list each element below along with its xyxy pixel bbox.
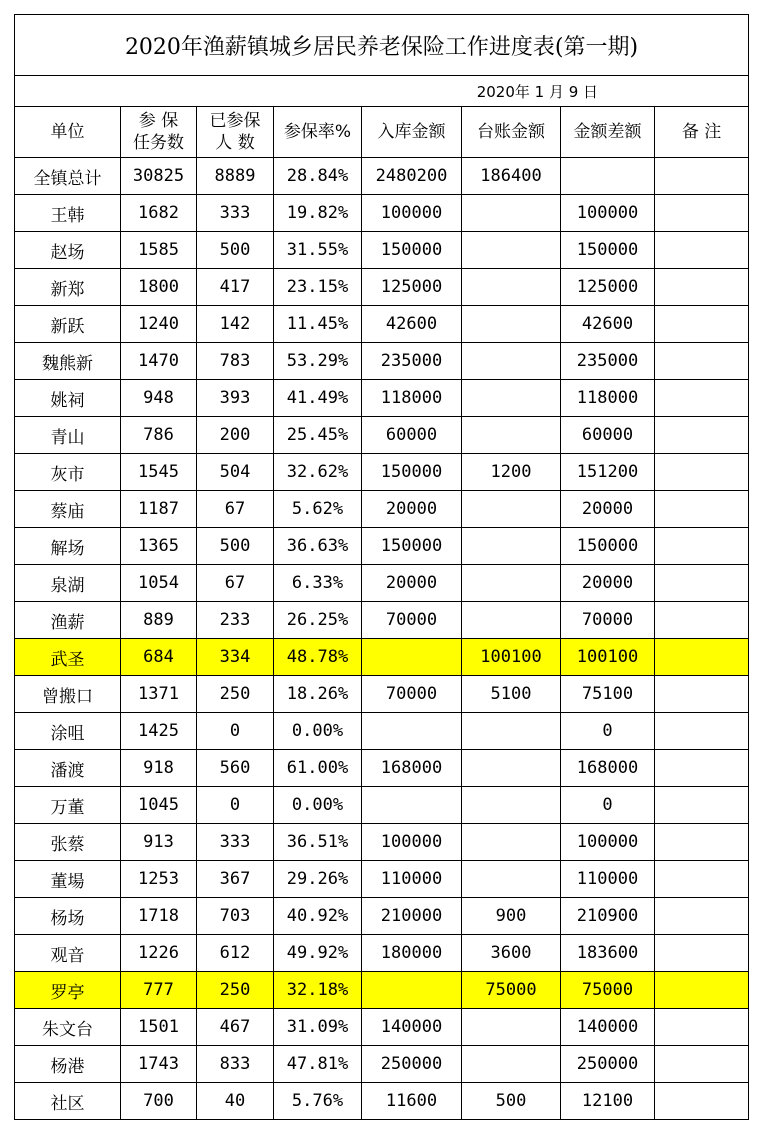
header-unit: 单位 xyxy=(15,107,121,158)
table-row xyxy=(15,602,749,639)
cell-task: 1045 xyxy=(121,787,197,824)
cell-task: 777 xyxy=(121,972,197,1009)
cell-ledger xyxy=(462,713,561,750)
header-task: 参 保 任务数 xyxy=(121,107,197,158)
table-row xyxy=(15,713,749,750)
cell-note xyxy=(655,1009,749,1046)
cell-unit: 青山 xyxy=(15,417,121,454)
cell-unit: 潘渡 xyxy=(15,750,121,787)
cell-rate: 49.92% xyxy=(274,935,362,972)
cell-rate: 23.15% xyxy=(274,269,362,306)
cell-insured: 467 xyxy=(197,1009,274,1046)
cell-ledger xyxy=(462,565,561,602)
cell-insured: 504 xyxy=(197,454,274,491)
cell-ledger xyxy=(462,787,561,824)
cell-diff: 168000 xyxy=(561,750,655,787)
cell-task: 1718 xyxy=(121,898,197,935)
cell-note xyxy=(655,232,749,269)
cell-diff: 151200 xyxy=(561,454,655,491)
cell-ledger xyxy=(462,602,561,639)
cell-diff: 140000 xyxy=(561,1009,655,1046)
cell-note xyxy=(655,935,749,972)
cell-ledger: 3600 xyxy=(462,935,561,972)
cell-note xyxy=(655,491,749,528)
cell-task: 1371 xyxy=(121,676,197,713)
cell-deposit: 20000 xyxy=(362,565,462,602)
cell-deposit: 60000 xyxy=(362,417,462,454)
cell-note xyxy=(655,602,749,639)
cell-deposit xyxy=(362,713,462,750)
cell-ledger xyxy=(462,824,561,861)
table-row xyxy=(15,639,749,676)
cell-deposit: 150000 xyxy=(362,454,462,491)
cell-rate: 0.00% xyxy=(274,713,362,750)
table-row xyxy=(15,1046,749,1083)
cell-insured: 560 xyxy=(197,750,274,787)
cell-deposit: 100000 xyxy=(362,824,462,861)
cell-unit: 社区 xyxy=(15,1083,121,1120)
cell-rate: 29.26% xyxy=(274,861,362,898)
cell-ledger xyxy=(462,861,561,898)
cell-note xyxy=(655,269,749,306)
cell-diff: 0 xyxy=(561,787,655,824)
cell-task: 1365 xyxy=(121,528,197,565)
cell-unit: 解场 xyxy=(15,528,121,565)
cell-insured: 367 xyxy=(197,861,274,898)
cell-insured: 334 xyxy=(197,639,274,676)
cell-unit: 武圣 xyxy=(15,639,121,676)
cell-deposit: 150000 xyxy=(362,232,462,269)
cell-task: 1743 xyxy=(121,1046,197,1083)
table-row xyxy=(15,1009,749,1046)
cell-diff: 235000 xyxy=(561,343,655,380)
cell-ledger xyxy=(462,528,561,565)
cell-unit: 赵场 xyxy=(15,232,121,269)
cell-diff: 125000 xyxy=(561,269,655,306)
table-row xyxy=(15,750,749,787)
cell-deposit: 70000 xyxy=(362,676,462,713)
cell-rate: 18.26% xyxy=(274,676,362,713)
cell-diff: 110000 xyxy=(561,861,655,898)
cell-diff: 0 xyxy=(561,713,655,750)
cell-ledger xyxy=(462,269,561,306)
cell-unit: 新郑 xyxy=(15,269,121,306)
header-rate: 参保率% xyxy=(274,107,362,158)
cell-rate: 40.92% xyxy=(274,898,362,935)
cell-insured: 500 xyxy=(197,528,274,565)
cell-diff: 210900 xyxy=(561,898,655,935)
cell-rate: 0.00% xyxy=(274,787,362,824)
cell-deposit xyxy=(362,639,462,676)
cell-insured: 67 xyxy=(197,565,274,602)
cell-diff: 75100 xyxy=(561,676,655,713)
cell-deposit: 70000 xyxy=(362,602,462,639)
cell-note xyxy=(655,824,749,861)
cell-unit: 涂咀 xyxy=(15,713,121,750)
cell-rate: 26.25% xyxy=(274,602,362,639)
cell-rate: 48.78% xyxy=(274,639,362,676)
cell-unit: 曾搬口 xyxy=(15,676,121,713)
cell-deposit: 210000 xyxy=(362,898,462,935)
cell-deposit: 125000 xyxy=(362,269,462,306)
cell-ledger xyxy=(462,343,561,380)
cell-unit: 王韩 xyxy=(15,195,121,232)
table-row xyxy=(15,1083,749,1120)
cell-rate: 36.63% xyxy=(274,528,362,565)
cell-note xyxy=(655,195,749,232)
cell-task: 1187 xyxy=(121,491,197,528)
cell-insured: 417 xyxy=(197,269,274,306)
cell-note xyxy=(655,713,749,750)
cell-diff xyxy=(561,158,655,195)
cell-ledger: 900 xyxy=(462,898,561,935)
cell-diff: 250000 xyxy=(561,1046,655,1083)
header-deposit: 入库金额 xyxy=(362,107,462,158)
cell-task: 1054 xyxy=(121,565,197,602)
cell-task: 1545 xyxy=(121,454,197,491)
cell-ledger xyxy=(462,380,561,417)
cell-deposit: 11600 xyxy=(362,1083,462,1120)
cell-rate: 47.81% xyxy=(274,1046,362,1083)
cell-diff: 60000 xyxy=(561,417,655,454)
cell-unit: 魏熊新 xyxy=(15,343,121,380)
table-row xyxy=(15,195,749,232)
cell-unit: 张蔡 xyxy=(15,824,121,861)
cell-rate: 32.18% xyxy=(274,972,362,1009)
cell-deposit: 150000 xyxy=(362,528,462,565)
cell-task: 684 xyxy=(121,639,197,676)
cell-rate: 19.82% xyxy=(274,195,362,232)
cell-rate: 32.62% xyxy=(274,454,362,491)
cell-note xyxy=(655,158,749,195)
cell-insured: 8889 xyxy=(197,158,274,195)
cell-ledger xyxy=(462,306,561,343)
cell-insured: 142 xyxy=(197,306,274,343)
cell-unit: 全镇总计 xyxy=(15,158,121,195)
cell-diff: 100000 xyxy=(561,824,655,861)
cell-deposit xyxy=(362,972,462,1009)
cell-note xyxy=(655,972,749,1009)
cell-diff: 150000 xyxy=(561,232,655,269)
cell-deposit: 140000 xyxy=(362,1009,462,1046)
cell-diff: 100000 xyxy=(561,195,655,232)
cell-task: 1226 xyxy=(121,935,197,972)
cell-task: 1240 xyxy=(121,306,197,343)
table-row xyxy=(15,676,749,713)
cell-deposit: 180000 xyxy=(362,935,462,972)
table-row xyxy=(15,824,749,861)
cell-task: 1470 xyxy=(121,343,197,380)
cell-insured: 612 xyxy=(197,935,274,972)
table-row xyxy=(15,528,749,565)
cell-insured: 833 xyxy=(197,1046,274,1083)
cell-insured: 500 xyxy=(197,232,274,269)
table-row xyxy=(15,232,749,269)
cell-note xyxy=(655,528,749,565)
cell-task: 1253 xyxy=(121,861,197,898)
cell-diff: 12100 xyxy=(561,1083,655,1120)
cell-task: 1585 xyxy=(121,232,197,269)
cell-diff: 75000 xyxy=(561,972,655,1009)
cell-insured: 200 xyxy=(197,417,274,454)
header-diff: 金额差额 xyxy=(561,107,655,158)
cell-note xyxy=(655,454,749,491)
cell-diff: 150000 xyxy=(561,528,655,565)
cell-diff: 42600 xyxy=(561,306,655,343)
cell-unit: 泉湖 xyxy=(15,565,121,602)
cell-task: 786 xyxy=(121,417,197,454)
cell-ledger: 75000 xyxy=(462,972,561,1009)
table-row xyxy=(15,935,749,972)
cell-deposit: 100000 xyxy=(362,195,462,232)
cell-insured: 250 xyxy=(197,676,274,713)
cell-rate: 5.62% xyxy=(274,491,362,528)
cell-ledger: 1200 xyxy=(462,454,561,491)
cell-deposit: 250000 xyxy=(362,1046,462,1083)
cell-rate: 36.51% xyxy=(274,824,362,861)
cell-rate: 11.45% xyxy=(274,306,362,343)
cell-note xyxy=(655,861,749,898)
cell-rate: 31.55% xyxy=(274,232,362,269)
cell-rate: 31.09% xyxy=(274,1009,362,1046)
cell-unit: 董場 xyxy=(15,861,121,898)
cell-note xyxy=(655,343,749,380)
cell-ledger xyxy=(462,195,561,232)
table-row xyxy=(15,269,749,306)
cell-ledger xyxy=(462,1046,561,1083)
cell-task: 1682 xyxy=(121,195,197,232)
cell-note xyxy=(655,417,749,454)
cell-rate: 61.00% xyxy=(274,750,362,787)
cell-note xyxy=(655,639,749,676)
cell-task: 918 xyxy=(121,750,197,787)
cell-diff: 183600 xyxy=(561,935,655,972)
cell-note xyxy=(655,787,749,824)
cell-rate: 25.45% xyxy=(274,417,362,454)
cell-unit: 朱文台 xyxy=(15,1009,121,1046)
report-date: 2020年 1 月 9 日 xyxy=(15,76,749,107)
table-row xyxy=(15,898,749,935)
table-row xyxy=(15,491,749,528)
cell-diff: 118000 xyxy=(561,380,655,417)
cell-insured: 333 xyxy=(197,195,274,232)
cell-task: 913 xyxy=(121,824,197,861)
cell-insured: 67 xyxy=(197,491,274,528)
progress-table xyxy=(14,14,749,1120)
table-row xyxy=(15,417,749,454)
cell-task: 889 xyxy=(121,602,197,639)
cell-ledger: 186400 xyxy=(462,158,561,195)
cell-task: 30825 xyxy=(121,158,197,195)
cell-task: 948 xyxy=(121,380,197,417)
table-row xyxy=(15,343,749,380)
cell-task: 1425 xyxy=(121,713,197,750)
cell-deposit: 118000 xyxy=(362,380,462,417)
header-note: 备 注 xyxy=(655,107,749,158)
table-row xyxy=(15,972,749,1009)
cell-rate: 41.49% xyxy=(274,380,362,417)
cell-task: 700 xyxy=(121,1083,197,1120)
cell-rate: 53.29% xyxy=(274,343,362,380)
cell-unit: 新跃 xyxy=(15,306,121,343)
cell-note xyxy=(655,1083,749,1120)
cell-deposit: 42600 xyxy=(362,306,462,343)
cell-insured: 250 xyxy=(197,972,274,1009)
cell-unit: 万董 xyxy=(15,787,121,824)
cell-unit: 灰市 xyxy=(15,454,121,491)
table-row xyxy=(15,861,749,898)
cell-unit: 蔡庙 xyxy=(15,491,121,528)
cell-ledger xyxy=(462,232,561,269)
cell-ledger xyxy=(462,1009,561,1046)
cell-ledger xyxy=(462,417,561,454)
cell-deposit: 20000 xyxy=(362,491,462,528)
cell-note xyxy=(655,565,749,602)
cell-deposit: 235000 xyxy=(362,343,462,380)
cell-note xyxy=(655,898,749,935)
cell-insured: 233 xyxy=(197,602,274,639)
cell-task: 1800 xyxy=(121,269,197,306)
cell-insured: 393 xyxy=(197,380,274,417)
cell-note xyxy=(655,306,749,343)
sheet-title: 2020年渔薪镇城乡居民养老保险工作进度表(第一期) xyxy=(15,15,749,76)
cell-unit: 姚祠 xyxy=(15,380,121,417)
cell-note xyxy=(655,380,749,417)
cell-unit: 罗亭 xyxy=(15,972,121,1009)
cell-ledger: 100100 xyxy=(462,639,561,676)
cell-ledger xyxy=(462,750,561,787)
cell-rate: 28.84% xyxy=(274,158,362,195)
cell-rate: 5.76% xyxy=(274,1083,362,1120)
cell-diff: 100100 xyxy=(561,639,655,676)
cell-unit: 观音 xyxy=(15,935,121,972)
header-row xyxy=(15,107,749,158)
cell-note xyxy=(655,1046,749,1083)
header-ledger: 台账金额 xyxy=(462,107,561,158)
cell-insured: 0 xyxy=(197,713,274,750)
cell-note xyxy=(655,750,749,787)
cell-deposit xyxy=(362,787,462,824)
table-row xyxy=(15,158,749,195)
cell-deposit: 168000 xyxy=(362,750,462,787)
cell-insured: 703 xyxy=(197,898,274,935)
cell-insured: 0 xyxy=(197,787,274,824)
cell-ledger: 500 xyxy=(462,1083,561,1120)
cell-insured: 783 xyxy=(197,343,274,380)
cell-insured: 333 xyxy=(197,824,274,861)
header-insured: 已参保 人 数 xyxy=(197,107,274,158)
table-row xyxy=(15,787,749,824)
cell-diff: 70000 xyxy=(561,602,655,639)
table-body xyxy=(15,158,749,1120)
cell-unit: 渔薪 xyxy=(15,602,121,639)
cell-diff: 20000 xyxy=(561,565,655,602)
cell-ledger: 5100 xyxy=(462,676,561,713)
cell-unit: 杨港 xyxy=(15,1046,121,1083)
cell-ledger xyxy=(462,491,561,528)
cell-unit: 杨场 xyxy=(15,898,121,935)
table-row xyxy=(15,306,749,343)
table-row xyxy=(15,380,749,417)
cell-deposit: 110000 xyxy=(362,861,462,898)
cell-task: 1501 xyxy=(121,1009,197,1046)
cell-deposit: 2480200 xyxy=(362,158,462,195)
table-row xyxy=(15,454,749,491)
cell-insured: 40 xyxy=(197,1083,274,1120)
table-row xyxy=(15,565,749,602)
cell-note xyxy=(655,676,749,713)
cell-rate: 6.33% xyxy=(274,565,362,602)
cell-diff: 20000 xyxy=(561,491,655,528)
